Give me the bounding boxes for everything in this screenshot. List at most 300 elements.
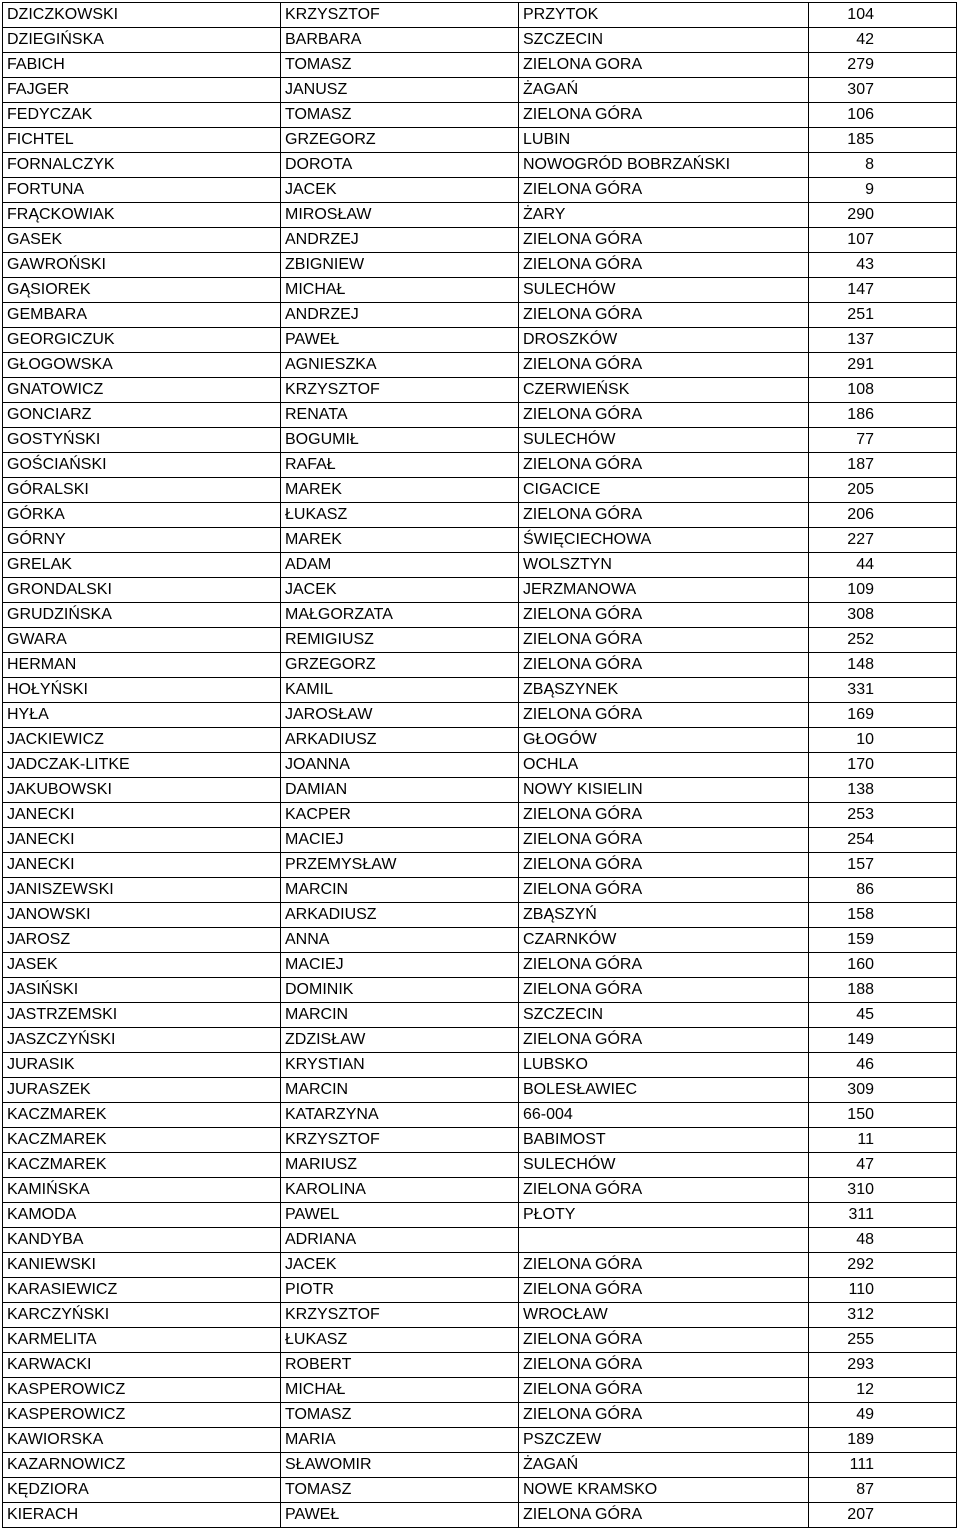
surname-cell: JANISZEWSKI [3, 878, 281, 903]
first-name-cell: MAREK [281, 478, 519, 503]
city-cell: ŚWIĘCIECHOWA [519, 528, 809, 553]
number-cell: 309 [809, 1078, 957, 1103]
city-cell: ZIELONA GÓRA [519, 103, 809, 128]
table-row [3, 278, 957, 303]
table-row [3, 53, 957, 78]
table-row [3, 878, 957, 903]
surname-cell: GRUDZIŃSKA [3, 603, 281, 628]
first-name-cell: ARKADIUSZ [281, 728, 519, 753]
surname-cell: GASEK [3, 228, 281, 253]
table-row [3, 103, 957, 128]
table-row [3, 1278, 957, 1303]
number-cell: 46 [809, 1053, 957, 1078]
surname-cell: KANIEWSKI [3, 1253, 281, 1278]
surname-cell: JASEK [3, 953, 281, 978]
number-cell: 148 [809, 653, 957, 678]
surname-cell: KASPEROWICZ [3, 1403, 281, 1428]
surname-cell: JASZCZYŃSKI [3, 1028, 281, 1053]
number-cell: 111 [809, 1453, 957, 1478]
first-name-cell: JACEK [281, 178, 519, 203]
surname-cell: GOSTYŃSKI [3, 428, 281, 453]
first-name-cell: MARIUSZ [281, 1153, 519, 1178]
table-row [3, 1378, 957, 1403]
table-row [3, 203, 957, 228]
table-row [3, 653, 957, 678]
city-cell: SULECHÓW [519, 1153, 809, 1178]
surname-cell: KĘDZIORA [3, 1478, 281, 1503]
number-cell: 252 [809, 628, 957, 653]
number-cell: 12 [809, 1378, 957, 1403]
first-name-cell: ŁUKASZ [281, 1328, 519, 1353]
surname-cell: KASPEROWICZ [3, 1378, 281, 1403]
table-row [3, 828, 957, 853]
city-cell: NOWE KRAMSKO [519, 1478, 809, 1503]
city-cell: JERZMANOWA [519, 578, 809, 603]
surname-cell: FORTUNA [3, 178, 281, 203]
first-name-cell: KRZYSZTOF [281, 3, 519, 28]
table-row [3, 778, 957, 803]
participants-table [2, 2, 957, 1528]
number-cell: 147 [809, 278, 957, 303]
surname-cell: JASTRZEMSKI [3, 1003, 281, 1028]
first-name-cell: JACEK [281, 578, 519, 603]
table-row [3, 1003, 957, 1028]
surname-cell: KACZMAREK [3, 1153, 281, 1178]
surname-cell: GNATOWICZ [3, 378, 281, 403]
number-cell: 44 [809, 553, 957, 578]
table-row [3, 628, 957, 653]
city-cell: NOWOGRÓD BOBRZAŃSKI [519, 153, 809, 178]
table-row [3, 1478, 957, 1503]
table-row [3, 1303, 957, 1328]
surname-cell: FAJGER [3, 78, 281, 103]
city-cell: ZIELONA GÓRA [519, 253, 809, 278]
first-name-cell: JAROSŁAW [281, 703, 519, 728]
city-cell: PRZYTOK [519, 3, 809, 28]
first-name-cell: TOMASZ [281, 1478, 519, 1503]
table-row [3, 953, 957, 978]
first-name-cell: GRZEGORZ [281, 128, 519, 153]
table-row [3, 1028, 957, 1053]
first-name-cell: RAFAŁ [281, 453, 519, 478]
number-cell: 158 [809, 903, 957, 928]
city-cell: ZIELONA GORA [519, 53, 809, 78]
table-row [3, 753, 957, 778]
surname-cell: KARCZYŃSKI [3, 1303, 281, 1328]
table-row [3, 328, 957, 353]
city-cell: NOWY KISIELIN [519, 778, 809, 803]
city-cell: SZCZECIN [519, 1003, 809, 1028]
first-name-cell: ANDRZEJ [281, 228, 519, 253]
table-row [3, 928, 957, 953]
city-cell: PSZCZEW [519, 1428, 809, 1453]
number-cell: 292 [809, 1253, 957, 1278]
number-cell: 331 [809, 678, 957, 703]
surname-cell: JANECKI [3, 828, 281, 853]
table-row [3, 1078, 957, 1103]
surname-cell: KACZMAREK [3, 1103, 281, 1128]
city-cell [519, 1228, 809, 1253]
city-cell: ZIELONA GÓRA [519, 1353, 809, 1378]
first-name-cell: KAROLINA [281, 1178, 519, 1203]
number-cell: 291 [809, 353, 957, 378]
surname-cell: GÓRALSKI [3, 478, 281, 503]
first-name-cell: MAREK [281, 528, 519, 553]
number-cell: 149 [809, 1028, 957, 1053]
city-cell: ZIELONA GÓRA [519, 1178, 809, 1203]
surname-cell: JURASZEK [3, 1078, 281, 1103]
city-cell: GŁOGÓW [519, 728, 809, 753]
surname-cell: DZIEGIŃSKA [3, 28, 281, 53]
first-name-cell: ANNA [281, 928, 519, 953]
first-name-cell: TOMASZ [281, 53, 519, 78]
surname-cell: JAROSZ [3, 928, 281, 953]
number-cell: 42 [809, 28, 957, 53]
city-cell: BABIMOST [519, 1128, 809, 1153]
surname-cell: FICHTEL [3, 128, 281, 153]
table-row [3, 603, 957, 628]
table-row [3, 303, 957, 328]
table-row [3, 1203, 957, 1228]
table-row [3, 1053, 957, 1078]
number-cell: 206 [809, 503, 957, 528]
city-cell: 66-004 [519, 1103, 809, 1128]
first-name-cell: JACEK [281, 1253, 519, 1278]
city-cell: SZCZECIN [519, 28, 809, 53]
surname-cell: JASIŃSKI [3, 978, 281, 1003]
number-cell: 107 [809, 228, 957, 253]
city-cell: ŻARY [519, 203, 809, 228]
number-cell: 157 [809, 853, 957, 878]
city-cell: ZBĄSZYNEK [519, 678, 809, 703]
first-name-cell: REMIGIUSZ [281, 628, 519, 653]
first-name-cell: RENATA [281, 403, 519, 428]
number-cell: 43 [809, 253, 957, 278]
surname-cell: GÓRKA [3, 503, 281, 528]
surname-cell: FORNALCZYK [3, 153, 281, 178]
first-name-cell: PAWEL [281, 1203, 519, 1228]
city-cell: WROCŁAW [519, 1303, 809, 1328]
table-row [3, 1428, 957, 1453]
number-cell: 8 [809, 153, 957, 178]
first-name-cell: DOMINIK [281, 978, 519, 1003]
table-row [3, 28, 957, 53]
number-cell: 185 [809, 128, 957, 153]
number-cell: 138 [809, 778, 957, 803]
first-name-cell: MARCIN [281, 1003, 519, 1028]
first-name-cell: GRZEGORZ [281, 653, 519, 678]
number-cell: 108 [809, 378, 957, 403]
first-name-cell: MARCIN [281, 878, 519, 903]
surname-cell: KARASIEWICZ [3, 1278, 281, 1303]
table-row [3, 578, 957, 603]
surname-cell: KARWACKI [3, 1353, 281, 1378]
city-cell: CIGACICE [519, 478, 809, 503]
city-cell: ZIELONA GÓRA [519, 953, 809, 978]
number-cell: 279 [809, 53, 957, 78]
surname-cell: GEMBARA [3, 303, 281, 328]
number-cell: 150 [809, 1103, 957, 1128]
table-row [3, 803, 957, 828]
city-cell: ZIELONA GÓRA [519, 878, 809, 903]
number-cell: 293 [809, 1353, 957, 1378]
table-row [3, 1453, 957, 1478]
city-cell: ZIELONA GÓRA [519, 503, 809, 528]
first-name-cell: MICHAŁ [281, 1378, 519, 1403]
number-cell: 104 [809, 3, 957, 28]
table-row [3, 253, 957, 278]
city-cell: CZARNKÓW [519, 928, 809, 953]
number-cell: 188 [809, 978, 957, 1003]
number-cell: 47 [809, 1153, 957, 1178]
number-cell: 86 [809, 878, 957, 903]
city-cell: OCHLA [519, 753, 809, 778]
first-name-cell: KRZYSZTOF [281, 1128, 519, 1153]
city-cell: BOLESŁAWIEC [519, 1078, 809, 1103]
first-name-cell: MAŁGORZATA [281, 603, 519, 628]
city-cell: ZIELONA GÓRA [519, 1278, 809, 1303]
number-cell: 9 [809, 178, 957, 203]
surname-cell: GOŚCIAŃSKI [3, 453, 281, 478]
number-cell: 48 [809, 1228, 957, 1253]
number-cell: 110 [809, 1278, 957, 1303]
table-row [3, 428, 957, 453]
table-row [3, 1153, 957, 1178]
city-cell: LUBSKO [519, 1053, 809, 1078]
surname-cell: GONCIARZ [3, 403, 281, 428]
table-row [3, 728, 957, 753]
surname-cell: JAKUBOWSKI [3, 778, 281, 803]
surname-cell: GĄSIOREK [3, 278, 281, 303]
first-name-cell: ZBIGNIEW [281, 253, 519, 278]
number-cell: 11 [809, 1128, 957, 1153]
number-cell: 255 [809, 1328, 957, 1353]
city-cell: ZIELONA GÓRA [519, 653, 809, 678]
first-name-cell: ADAM [281, 553, 519, 578]
surname-cell: HYŁA [3, 703, 281, 728]
number-cell: 106 [809, 103, 957, 128]
city-cell: ZIELONA GÓRA [519, 1253, 809, 1278]
surname-cell: JANECKI [3, 803, 281, 828]
number-cell: 205 [809, 478, 957, 503]
surname-cell: KAMIŃSKA [3, 1178, 281, 1203]
first-name-cell: AGNIESZKA [281, 353, 519, 378]
surname-cell: JADCZAK-LITKE [3, 753, 281, 778]
number-cell: 160 [809, 953, 957, 978]
table-row [3, 1403, 957, 1428]
first-name-cell: DAMIAN [281, 778, 519, 803]
table-row [3, 153, 957, 178]
first-name-cell: PIOTR [281, 1278, 519, 1303]
city-cell: ZIELONA GÓRA [519, 453, 809, 478]
surname-cell: KARMELITA [3, 1328, 281, 1353]
city-cell: ZIELONA GÓRA [519, 353, 809, 378]
city-cell: ZIELONA GÓRA [519, 1503, 809, 1528]
number-cell: 87 [809, 1478, 957, 1503]
table-row [3, 1178, 957, 1203]
first-name-cell: PAWEŁ [281, 328, 519, 353]
first-name-cell: KRZYSZTOF [281, 1303, 519, 1328]
number-cell: 311 [809, 1203, 957, 1228]
table-body [3, 3, 957, 1528]
first-name-cell: ZDZISŁAW [281, 1028, 519, 1053]
surname-cell: KIERACH [3, 1503, 281, 1528]
table-row [3, 1328, 957, 1353]
first-name-cell: ROBERT [281, 1353, 519, 1378]
table-row [3, 378, 957, 403]
city-cell: ZIELONA GÓRA [519, 978, 809, 1003]
number-cell: 170 [809, 753, 957, 778]
first-name-cell: MICHAŁ [281, 278, 519, 303]
first-name-cell: SŁAWOMIR [281, 1453, 519, 1478]
city-cell: ZIELONA GÓRA [519, 603, 809, 628]
city-cell: ŻAGAŃ [519, 1453, 809, 1478]
city-cell: ZIELONA GÓRA [519, 803, 809, 828]
surname-cell: GRONDALSKI [3, 578, 281, 603]
surname-cell: KAZARNOWICZ [3, 1453, 281, 1478]
table-row [3, 978, 957, 1003]
first-name-cell: MACIEJ [281, 828, 519, 853]
city-cell: ZIELONA GÓRA [519, 403, 809, 428]
number-cell: 312 [809, 1303, 957, 1328]
table-row [3, 128, 957, 153]
city-cell: SULECHÓW [519, 428, 809, 453]
number-cell: 189 [809, 1428, 957, 1453]
surname-cell: FRĄCKOWIAK [3, 203, 281, 228]
first-name-cell: JANUSZ [281, 78, 519, 103]
city-cell: ZIELONA GÓRA [519, 853, 809, 878]
table-row [3, 353, 957, 378]
number-cell: 254 [809, 828, 957, 853]
city-cell: ZIELONA GÓRA [519, 178, 809, 203]
first-name-cell: KATARZYNA [281, 1103, 519, 1128]
first-name-cell: JOANNA [281, 753, 519, 778]
city-cell: DROSZKÓW [519, 328, 809, 353]
table-row [3, 1103, 957, 1128]
number-cell: 109 [809, 578, 957, 603]
number-cell: 49 [809, 1403, 957, 1428]
table-row [3, 853, 957, 878]
first-name-cell: ARKADIUSZ [281, 903, 519, 928]
table-row [3, 78, 957, 103]
surname-cell: FEDYCZAK [3, 103, 281, 128]
number-cell: 10 [809, 728, 957, 753]
surname-cell: KAMODA [3, 1203, 281, 1228]
number-cell: 45 [809, 1003, 957, 1028]
number-cell: 187 [809, 453, 957, 478]
first-name-cell: TOMASZ [281, 1403, 519, 1428]
first-name-cell: BARBARA [281, 28, 519, 53]
surname-cell: JANECKI [3, 853, 281, 878]
first-name-cell: MARIA [281, 1428, 519, 1453]
first-name-cell: BOGUMIŁ [281, 428, 519, 453]
surname-cell: KAWIORSKA [3, 1428, 281, 1453]
table-row [3, 228, 957, 253]
table-row [3, 503, 957, 528]
first-name-cell: MARCIN [281, 1078, 519, 1103]
first-name-cell: PRZEMYSŁAW [281, 853, 519, 878]
first-name-cell: ŁUKASZ [281, 503, 519, 528]
city-cell: ZIELONA GÓRA [519, 828, 809, 853]
number-cell: 310 [809, 1178, 957, 1203]
number-cell: 159 [809, 928, 957, 953]
city-cell: ZIELONA GÓRA [519, 1028, 809, 1053]
surname-cell: FABICH [3, 53, 281, 78]
city-cell: ZBĄSZYŃ [519, 903, 809, 928]
table-row [3, 178, 957, 203]
surname-cell: GÓRNY [3, 528, 281, 553]
first-name-cell: MACIEJ [281, 953, 519, 978]
surname-cell: JANOWSKI [3, 903, 281, 928]
surname-cell: GEORGICZUK [3, 328, 281, 353]
surname-cell: HERMAN [3, 653, 281, 678]
table-row [3, 1353, 957, 1378]
first-name-cell: KAMIL [281, 678, 519, 703]
table-row [3, 678, 957, 703]
city-cell: LUBIN [519, 128, 809, 153]
number-cell: 307 [809, 78, 957, 103]
table-row [3, 1228, 957, 1253]
number-cell: 251 [809, 303, 957, 328]
table-row [3, 453, 957, 478]
table-row [3, 553, 957, 578]
number-cell: 77 [809, 428, 957, 453]
number-cell: 169 [809, 703, 957, 728]
table-row [3, 1503, 957, 1528]
first-name-cell: KRZYSZTOF [281, 378, 519, 403]
surname-cell: HOŁYŃSKI [3, 678, 281, 703]
table-row [3, 528, 957, 553]
first-name-cell: KACPER [281, 803, 519, 828]
first-name-cell: DOROTA [281, 153, 519, 178]
surname-cell: GAWROŃSKI [3, 253, 281, 278]
first-name-cell: PAWEŁ [281, 1503, 519, 1528]
table-row [3, 3, 957, 28]
number-cell: 227 [809, 528, 957, 553]
surname-cell: GRELAK [3, 553, 281, 578]
surname-cell: DZICZKOWSKI [3, 3, 281, 28]
surname-cell: GWARA [3, 628, 281, 653]
table-row [3, 903, 957, 928]
table-row [3, 1253, 957, 1278]
surname-cell: KACZMAREK [3, 1128, 281, 1153]
table-row [3, 403, 957, 428]
city-cell: ZIELONA GÓRA [519, 703, 809, 728]
number-cell: 137 [809, 328, 957, 353]
table-row [3, 703, 957, 728]
table-row [3, 1128, 957, 1153]
surname-cell: GŁOGOWSKA [3, 353, 281, 378]
number-cell: 308 [809, 603, 957, 628]
city-cell: WOLSZTYN [519, 553, 809, 578]
city-cell: SULECHÓW [519, 278, 809, 303]
number-cell: 253 [809, 803, 957, 828]
first-name-cell: ADRIANA [281, 1228, 519, 1253]
city-cell: ZIELONA GÓRA [519, 303, 809, 328]
number-cell: 186 [809, 403, 957, 428]
first-name-cell: ANDRZEJ [281, 303, 519, 328]
city-cell: ZIELONA GÓRA [519, 228, 809, 253]
city-cell: ZIELONA GÓRA [519, 1328, 809, 1353]
first-name-cell: KRYSTIAN [281, 1053, 519, 1078]
city-cell: ZIELONA GÓRA [519, 1378, 809, 1403]
city-cell: PŁOTY [519, 1203, 809, 1228]
surname-cell: JACKIEWICZ [3, 728, 281, 753]
number-cell: 207 [809, 1503, 957, 1528]
number-cell: 290 [809, 203, 957, 228]
surname-cell: KANDYBA [3, 1228, 281, 1253]
city-cell: ZIELONA GÓRA [519, 628, 809, 653]
